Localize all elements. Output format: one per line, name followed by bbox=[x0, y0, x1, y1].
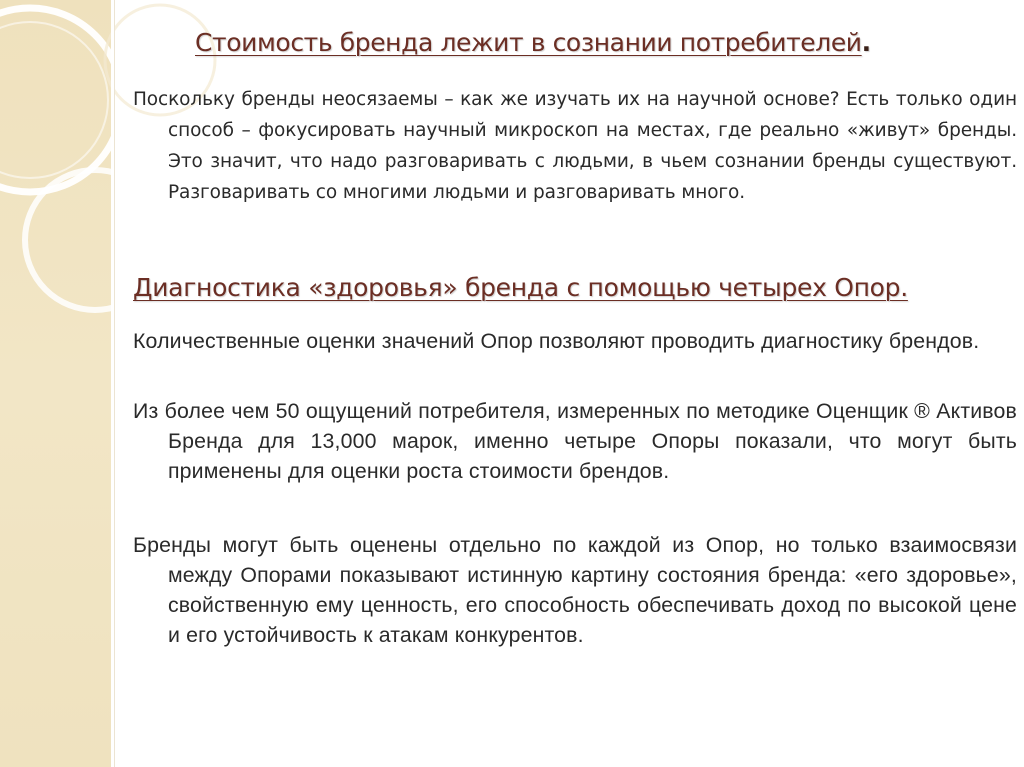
decorative-circle-large bbox=[0, 8, 122, 192]
slide-title-text: Стоимость бренда лежит в сознании потребителей bbox=[195, 28, 862, 57]
side-divider-shadow bbox=[114, 0, 115, 767]
body-paragraph-diagnostics: Количественные оценки значений Опор позволяют проводить диагностику брендов. bbox=[133, 329, 980, 353]
slide-title bbox=[195, 28, 871, 57]
slide-title-period: . bbox=[861, 28, 871, 57]
body-paragraph-assessment: Бренды могут быть оценены отдельно по каждой из Опор, но только взаимосвязи между Опорами показывают истинную картину состояния бренда: «его здоровье», свойственную ему ценность, его способность обеспечивать доход по высокой цене и его устойчивость к атакам конкурентов. bbox=[133, 533, 1017, 647]
intro-paragraph: Поскольку бренды неосязаемы – как же изучать их на научной основе? Есть только один способ – фокусировать научный микроскоп на местах, где реально «живут» бренды. Это значит, что надо разговаривать с людьми, в чьем сознании бренды существуют. Разговаривать со многими людьми и разговаривать много. bbox=[133, 89, 1017, 203]
body-paragraph-research: Из более чем 50 ощущений потребителя, измеренных по методике Оценщик ® Активов Бренда для 13,000 марок, именно четыре Опоры показали, что могут быть применены для оценки роста стоимости брендов. bbox=[133, 399, 1017, 483]
section-heading: Диагностика «здоровья» бренда с помощью четырех Опор. bbox=[133, 273, 908, 302]
decorative-circle-inner bbox=[0, 22, 108, 178]
